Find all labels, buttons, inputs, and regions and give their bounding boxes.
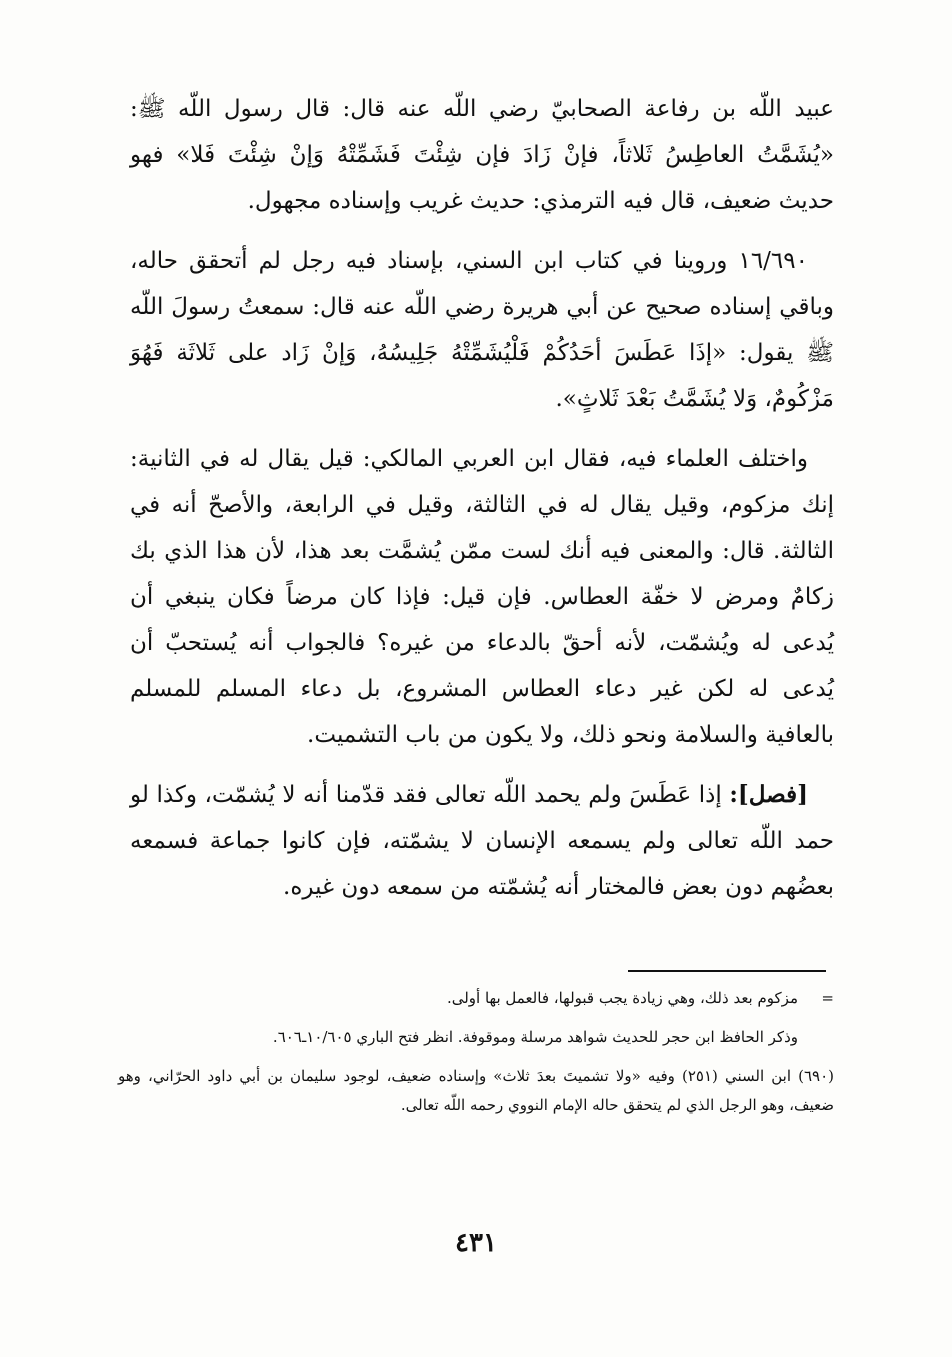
paragraph-hadith-continuation: عبيد اللّه بن رفاعة الصحابيّ رضي اللّه عنه قال: قال رسول اللّه ﷺ: «يُشَمَّتُ العاطِسُ ثَلاثاً، فإنْ زَادَ فإن شِئْتَ فَشَمِّتْهُ وَإنْ شِئْتَ فَلا» فهو حديث ضعيف، قال فيه الترمذي: حديث غريب وإسناده مجهول. (130, 96, 834, 214)
continuation-marker: = (821, 989, 834, 1007)
paragraph-hadith-690: ١٦/٦٩٠ وروينا في كتاب ابن السني، بإسناد فيه رجل لم أتحقق حاله، وباقي إسناده صحيح عن أبي هريرة رضي اللّه عنه قال: سمعتُ رسولَ اللّه ﷺ يقول: «إذَا عَطَسَ أحَدُكُمْ فَلْيُشَمِّتْهُ جَلِيسُهُ، وَإنْ زَاد على ثَلاثَة فَهُوَ مَزْكُومٌ، وَلا يُشَمَّتُ بَعْدَ ثَلاثٍ». (130, 248, 834, 412)
footnotes (118, 984, 834, 1130)
main-text (130, 86, 834, 924)
footnote-690: (٦٩٠) ابن السني (٢٥١) وفيه «ولا تشميتَ بعدَ ثلاث» وإسناده ضعيف، لوجود سليمان بن أبي داود الحرّاني، وهو ضعيف، وهو الرجل الذي لم يتحقق حاله الإمام النووي رحمه اللّه تعالى. (118, 1067, 835, 1114)
footnote-ibn-hajar: وذكر الحافظ ابن حجر للحديث شواهد مرسلة وموقوفة. انظر فتح الباري ١٠/٦٠٥ـ٦٠٦. (272, 1028, 798, 1046)
paragraph-fasl (130, 772, 834, 910)
paragraph-scholars-opinion: واختلف العلماء فيه، فقال ابن العربي المالكي: قيل يقال له في الثانية: إنك مزكوم، وقيل يقال له في الثالثة، وقيل في الرابعة، والأصحّ أنه في الثالثة. قال: والمعنى فيه أنك لست ممّن يُشمَّت بعد هذا، لأن هذا الذي بك زكامٌ ومرض لا خفّة العطاس. فإن قيل: فإذا كان مرضاً فكان ينبغي أن يُدعى له ويُشمّت، لأنه أحقّ بالدعاء من غيره؟ فالجواب أنه يُستحبّ أن يُدعى له لكن غير دعاء العطاس المشروع، بل دعاء المسلم للمسلم بالعافية والسلامة ونحو ذلك، ولا يكون من باب التشميت. (130, 446, 834, 748)
fasl-label: [فصل]: (729, 781, 808, 808)
footnote-separator (628, 970, 826, 972)
page-number: ٤٣١ (455, 1228, 497, 1258)
fasl-text: إذا عَطَسَ ولم يحمد اللّه تعالى فقد قدّمنا أنه لا يُشمّت، وكذا لو حمد اللّه تعالى ولم يسمعه الإنسان لا يشمّته، فإن كانوا جماعة فسمعه بعضُهم دون بعض فالمختار أنه يُشمّته من سمعه دون غيره. (130, 782, 834, 900)
footnote-continuation (118, 984, 834, 1013)
footnote-text-1: مزكوم بعد ذلك، وهي زيادة يجب قبولها، فالعمل بها أولى. (446, 989, 798, 1007)
